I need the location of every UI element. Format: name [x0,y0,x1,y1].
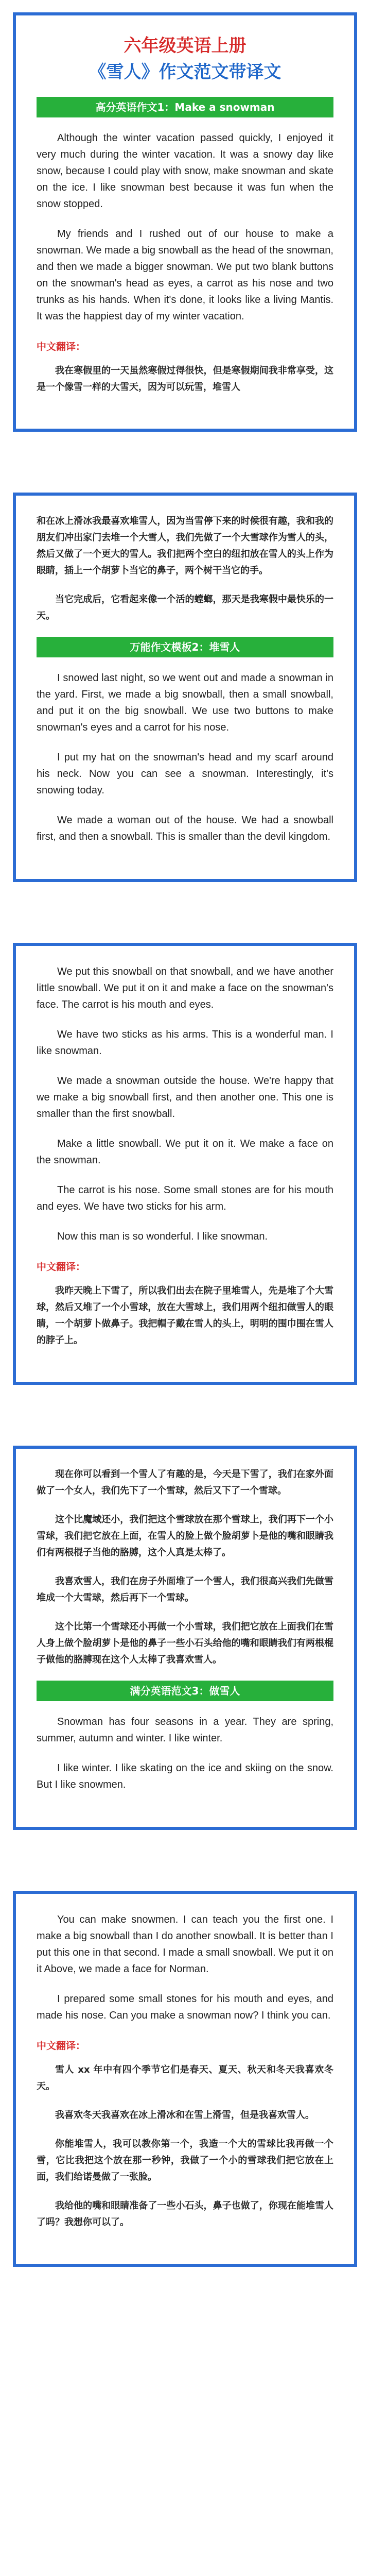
english-paragraph: I put my hat on the snowman's head and my scarf around his neck. Now you can see a snowman. Interestingly, it's snowing today. [37,752,333,796]
chinese-paragraph: 当它完成后，它看起来像一个活的螳螂，那天是我寒假中最快乐的一天。 [37,594,333,621]
page-title: 六年级英语上册 [124,36,246,56]
card-content [37,97,333,396]
english-paragraph: Make a little snowball. We put it on it. We make a face on the snowman. [37,1138,333,1166]
card-content [37,963,333,1349]
section-heading: 高分英语作文1：Make a snowman [37,97,333,117]
translation-label: 中文翻译： [37,2040,86,2052]
english-paragraph: We made a woman out of the house. We had a snowball first, and then a snowball. This is smaller than the devil kingdom. [37,815,333,842]
english-paragraph: I prepared some small stones for his mouth and eyes, and made his nose. Can you make a snowman now? I think you can. [37,1993,333,2021]
english-paragraph: Snowman has four seasons in a year. They are spring, summer, autumn and winter. I like winter. [37,1716,333,1744]
chinese-paragraph: 你能堆雪人，我可以教你第一个，我造一个大的雪球比我再做一个雪，它比我把这个放在那一秒钟，我做了一个小的雪球我们把它放在上面，我们给诺曼做了一张脸。 [37,2139,333,2182]
article-card-4 [13,1446,357,1830]
chinese-paragraph: 雪人 xx 年中有四个季节它们是春天、夏天、秋天和冬天我喜欢冬天。 [37,2064,333,2092]
section-heading: 满分英语范文3：做雪人 [37,1681,333,1701]
chinese-paragraph: 我昨天晚上下雪了，所以我们出去在院子里堆雪人，先是堆了个大雪球，然后又堆了一个小雪球，放在大雪球上，我们用两个纽扣做雪人的眼睛，一个胡萝卜做鼻子。我把帽子戴在雪人的头上，明明的围巾围在雪人的脖子上。 [37,1285,333,1346]
page-subtitle: 《雪人》作文范文带译文 [89,62,281,82]
english-paragraph: We put this snowball on that snowball, and we have another little snowball. We put it on it and make a face on the snowman's face. The carrot is his mouth and eyes. [37,966,333,1010]
english-paragraph: Now this man is so wonderful. I like snowman. [57,1231,268,1242]
chinese-paragraph: 我喜欢冬天我喜欢在冰上滑冰和在雪上滑雪，但是我喜欢雪人。 [55,2110,314,2121]
article-card-2 [13,493,357,882]
section-heading: 万能作文模板2：堆雪人 [37,637,333,657]
chinese-paragraph: 现在你可以看到一个雪人了有趣的是，今天是下雪了，我们在家外面做了一个女人，我们先下了一个雪球，然后又下了一个雪球。 [37,1469,333,1496]
english-paragraph: We made a snowman outside the house. We're happy that we make a big snowball first, and then another one. This one is smaller than the first snowball. [37,1075,333,1120]
article-card-3 [13,943,357,1385]
english-paragraph: Although the winter vacation passed quickly, I enjoyed it very much during the winter vacation. It was a snowy day like snow, because I could play with snow, make snowman and skate on the ice. I like snowman best because it was fun when the snow stopped. [37,132,333,210]
english-paragraph: We have two sticks as his arms. This is a wonderful man. I like snowman. [37,1029,333,1057]
article-card-5 [13,1891,357,2267]
english-paragraph: The carrot is his nose. Some small stones are for his mouth and eyes. We have two sticks for his arm. [37,1184,333,1212]
chinese-paragraph: 和在冰上滑冰我最喜欢堆雪人，因为当雪停下来的时候很有趣，我和我的朋友们冲出家门去堆一个大雪人，我们先做了一个大雪球作为雪人的头，然后又做了一个更大的雪人。我们把两个空白的纽扣放在雪人的头上作为眼睛，插上一个胡萝卜当它的鼻子，两个树干当它的手。 [37,516,333,576]
chinese-paragraph: 我在寒假里的一天虽然寒假过得很快，但是寒假期间我非常享受，这是一个像雪一样的大雪天，因为可以玩雪，堆雪人 [37,365,333,393]
english-paragraph: You can make snowmen. I can teach you the first one. I make a big snowball than I do another snowball. It is better than I put this one in that second. I made a small snowball. We put it on it Above, we made a face for Norman. [37,1914,333,1975]
english-paragraph: I snowed last night, so we went out and made a snowman in the yard. First, we made a big snowball, then a small snowball, and put it on the big snowball. We use two buttons to make snowman's eyes and a carrot for his nose. [37,672,333,733]
chinese-paragraph: 我喜欢雪人，我们在房子外面堆了一个雪人，我们很高兴我们先做雪堆成一个大雪球，然后再下一个雪球。 [37,1576,333,1603]
chinese-paragraph: 这个比魔域还小，我们把这个雪球放在那个雪球上，我们再下一个小雪球，我们把它放在上面，在雪人的脸上做个脸胡萝卜是他的嘴和眼睛我们有两根棍子当他的胳膊，这个人真是太棒了。 [37,1514,333,1558]
article-card-1 [13,12,357,432]
chinese-paragraph: 这个比第一个雪球还小再做一个小雪球，我们把它放在上面我们在雪人身上做个脸胡萝卜是他的鼻子一些小石头给他的嘴和眼睛我们有两根棍子做他的胳膊现在这个人太棒了我喜欢雪人。 [37,1621,333,1665]
translation-label: 中文翻译： [37,1261,86,1273]
english-paragraph: I like winter. I like skating on the ice and skiing on the snow. But I like snowmen. [37,1762,333,1790]
chinese-paragraph: 我给他的嘴和眼睛准备了一些小石头，鼻子也做了，你现在能堆雪人了吗？我想你可以了。 [37,2200,333,2228]
card-content [37,513,333,845]
card-content [37,1911,333,2231]
english-paragraph: My friends and I rushed out of our house to make a snowman. We made a big snowball as the head of the snowman, and then we made a bigger snowman. We put two blank buttons on the snowman's head as eyes, a carrot as his nose and two trunks as his hands. When it's done, it looks like a living Mantis. It was the happiest day of my winter vacation. [37,228,333,322]
page [0,12,370,2277]
card-content [37,1466,333,1793]
translation-label: 中文翻译： [37,341,86,352]
